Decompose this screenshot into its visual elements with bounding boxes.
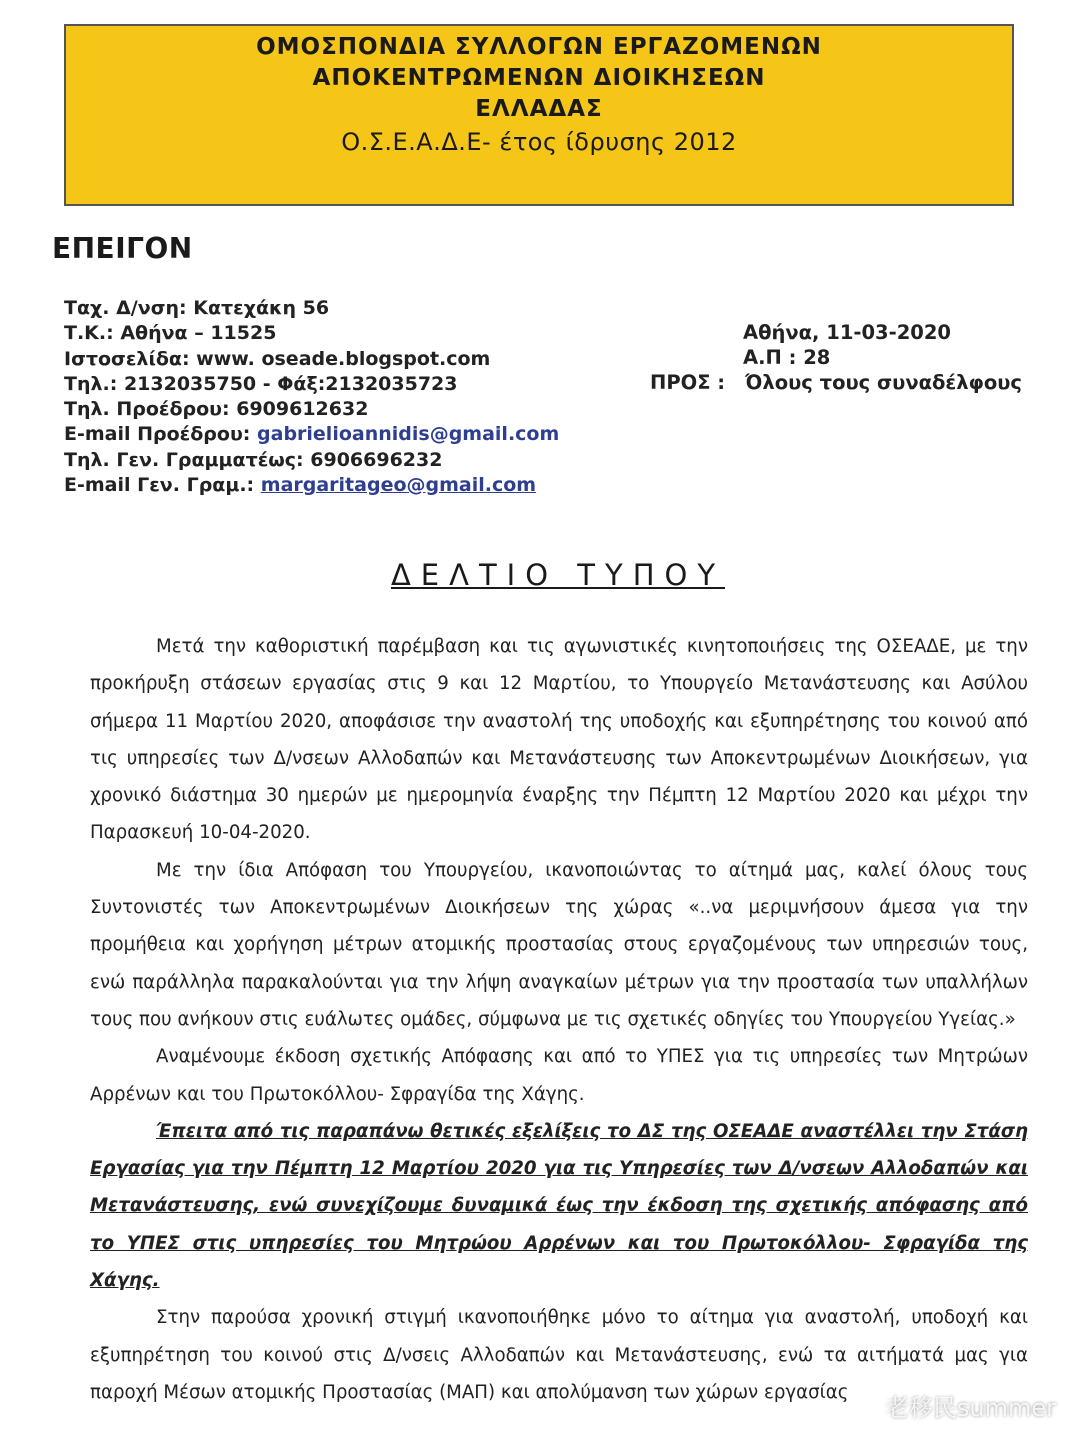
press-release-body <box>90 628 1028 1411</box>
header-line-3: ΕΛΛΑΔΑΣ <box>475 96 603 122</box>
watermark-text: 老移民summer <box>884 1394 1056 1422</box>
date-ref-block <box>743 320 951 371</box>
secretary-email-link[interactable]: margaritageo@gmail.com <box>260 474 537 497</box>
wechat-icon <box>853 1398 879 1420</box>
document-date: Αθήνα, 11-03-2020 <box>743 321 951 344</box>
paragraph-5: Στην παρούσα χρονική στιγμή ικανοποιήθηκε μόνο το αίτημα για αναστολή, υποδοχή και εξυπηρέτηση του κοινού στις Δ/νσεις Αλλοδαπών και Μετανάστευσης, ενώ τα αιτήματά μας για παροχή Μέσων ατομικής Προστασίας (ΜΑΠ) και απολύμανση των χώρων εργασίας <box>90 1307 1028 1403</box>
secretary-email-line <box>64 473 624 498</box>
document-ref-number: Α.Π : 28 <box>743 346 831 370</box>
paragraph-4-emphasis: Έπειτα από τις παραπάνω θετικές εξελίξεις το ΔΣ της ΟΣΕΑΔΕ αναστέλλει την Στάση Εργασίας για την Πέμπτη 12 Μαρτίου 2020 για τις Υπηρεσίες των Δ/νσεων Αλλοδαπών και Μετανάστευσης, ενώ συνεχίζουμε δυναμικά έως την έκδοση της σχετικής απόφασης από το ΥΠΕΣ στις υπηρεσίες του Μητρώου Αρρένων και του Πρωτοκόλλου- Σφραγίδα της Χάγης. <box>90 1120 1028 1292</box>
header-line-1: ΟΜΟΣΠΟΝΔΙΑ ΣΥΛΛΟΓΩΝ ΕΡΓΑΖΟΜΕΝΩΝ <box>256 34 822 60</box>
website-line[interactable]: Ιστοσελίδα: www. oseade.blogspot.com <box>64 347 491 370</box>
federation-header-box <box>64 24 1014 206</box>
secretary-email-label: E-mail Γεν. Γραμ.: <box>64 474 261 497</box>
postal-line: Τ.Κ.: Αθήνα – 11525 <box>64 322 277 345</box>
recipient-label: ΠΡΟΣ : <box>650 371 726 394</box>
contact-block <box>64 296 624 498</box>
phone-fax-line: Τηλ.: 2132035750 - Φάξ:2132035723 <box>64 372 458 395</box>
address-line: Ταχ. Δ/νση: Κατεχάκη 56 <box>64 297 330 319</box>
header-subtitle: Ο.Σ.Ε.Α.Δ.Ε- έτος ίδρυσης 2012 <box>341 128 737 156</box>
watermark <box>853 1388 1056 1423</box>
president-email-link[interactable]: gabrielioannidis@gmail.com <box>257 423 560 446</box>
president-phone-line: Τηλ. Προέδρου: 6909612632 <box>64 398 369 421</box>
paragraph-3: Αναμένουμε έκδοση σχετικής Απόφασης και από το ΥΠΕΣ για τις υπηρεσίες των Μητρώων Αρρένων και του Πρωτοκόλλου- Σφραγίδα της Χάγης. <box>90 1046 1028 1105</box>
press-release-title: ΔΕΛΤΙΟ ΤΥΠΟΥ <box>390 558 726 592</box>
paragraph-1: Μετά την καθοριστική παρέμβαση και τις αγωνιστικές κινητοποιήσεις της ΟΣΕΑΔΕ, με την προκήρυξη στάσεων εργασίας στις 9 και 12 Μαρτίου, το Υπουργείο Μετανάστευσης και Ασύλου σήμερα 11 Μαρτίου 2020, αποφάσισε την αναστολή της υποδοχής και εξυπηρέτησης του κοινού από τις υπηρεσίες των Δ/νσεων Αλλοδαπών και Μετανάστευσης των Αποκεντρωμένων Διοικήσεων, για χρονικό διάστημα 30 ημερών με ημερομηνία έναρξης την Πέμπτη 12 Μαρτίου 2020 και μέχρι την Παρασκευή 10-04-2020. <box>90 636 1028 844</box>
president-email-line <box>64 422 624 447</box>
recipient-value: Όλους τους συναδέλφους <box>745 371 1022 394</box>
secretary-phone-line: Τηλ. Γεν. Γραμματέως: 6906696232 <box>64 448 443 471</box>
paragraph-2: Με την ίδια Απόφαση του Υπουργείου, ικανοποιώντας το αίτημά μας, καλεί όλους τους Συντονιστές των Αποκεντρωμένων Διοικήσεων της χώρας «..να μεριμνήσουν άμεσα για την προμήθεια και χορήγηση μέτρων ατομικής προστασίας στους εργαζομένους των υπηρεσιών τους, ενώ παράλληλα παρακαλούνται για την λήψη αναγκαίων μέτρων για την προστασία των υπαλλήλων τους που ανήκουν στις ευάλωτες ομάδες, σύμφωνα με τις σχετικές οδηγίες του Υπουργείου Υγείας.» <box>90 859 1028 1030</box>
president-email-label: E-mail Προέδρου: <box>64 423 258 446</box>
header-line-2: ΑΠΟΚΕΝΤΡΩΜΕΝΩΝ ΔΙΟΙΚΗΣΕΩΝ <box>312 65 766 91</box>
urgent-label: ΕΠΕΙΓΟΝ <box>52 232 193 265</box>
